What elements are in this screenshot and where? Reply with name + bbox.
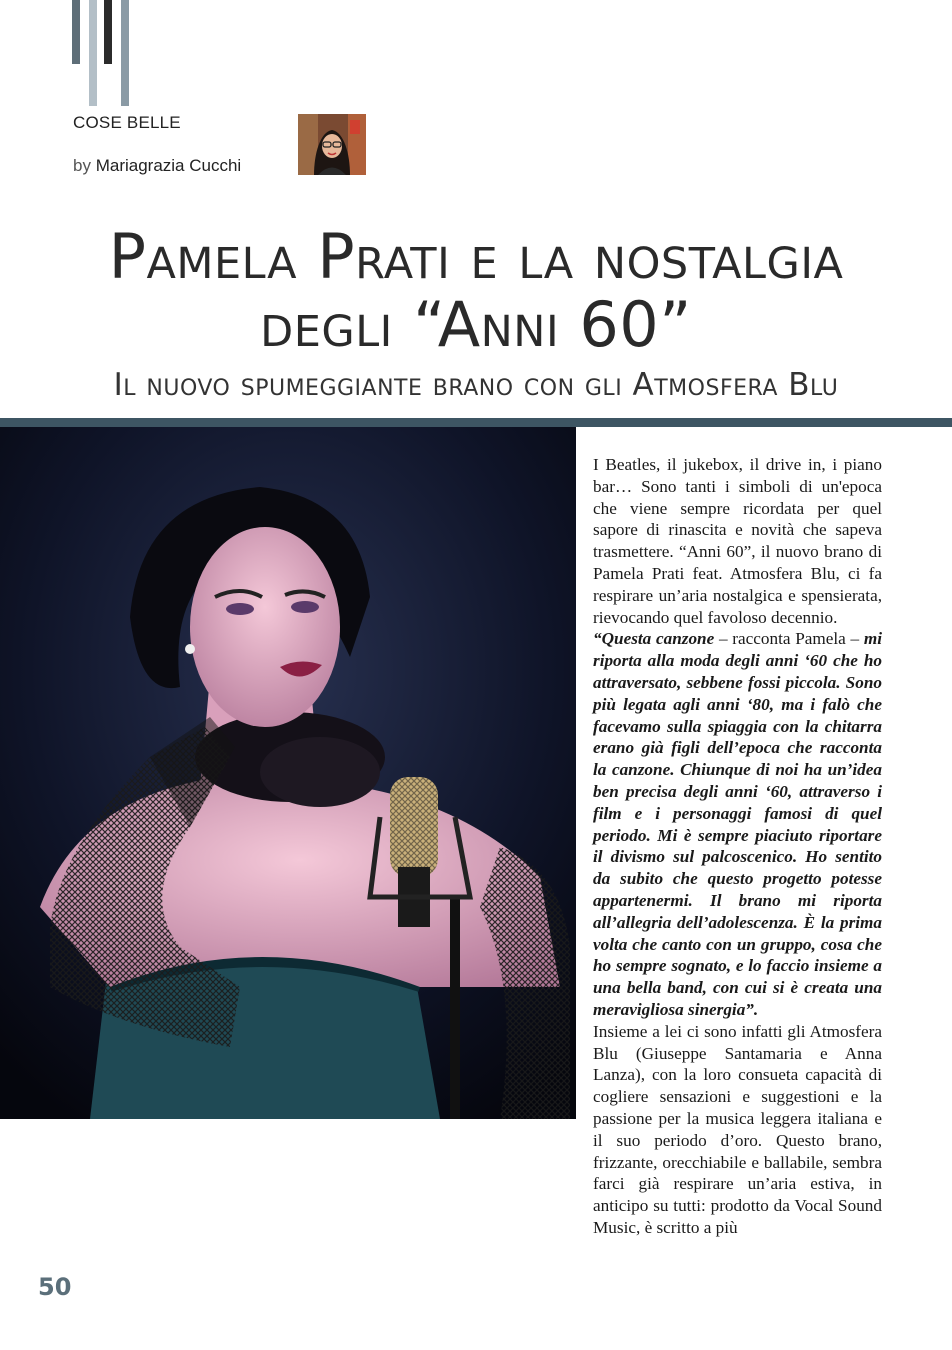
bar-3 bbox=[104, 0, 112, 64]
article-title-line-2: degli “Anni 60” bbox=[260, 288, 692, 361]
quote-attribution: – racconta Pamela – bbox=[714, 629, 864, 649]
quote-open: “Questa canzone bbox=[593, 629, 715, 649]
body-paragraph-1: I Beatles, il jukebox, il drive in, i piano bar… Sono tanti i simboli di un'epoca che viene sempre ricordata per quel sapore di rinascita e novità che sapeva trasmettere. “Anni 60”, il nuovo brano di Pamela Prati feat. Atmosfera Blu, ci fa respirare un’aria nostalgica e spensierata, rievocando quel favoloso decennio. bbox=[593, 455, 882, 627]
article-subtitle: Il nuovo spumeggiante brano con gli Atmosfera Blu bbox=[113, 367, 839, 403]
header-divider bbox=[0, 418, 952, 427]
article-title-line-1: Pamela Prati e la nostalgia bbox=[108, 220, 844, 293]
quote-body: mi riporta alla moda degli anni ‘60 che ho attraversato, sebbene fossi piccola. Sono più legata agli anni ‘80, ma i falò che facevamo sulla spiaggia con la chitarra erano già figli dell’epoca che racconta la canzone. Chiunque di noi ha un’idea ben precisa degli anni ‘60, attraverso i film e i personaggi famosi di quel periodo. Mi è sempre piaciuto riportare il divismo sul palcoscenico. Ho sentito da subito che questo progetto potesse appartenermi. Il brano mi riporta all’allegria dell’adolescenza. È la prima volta che canto con un gruppo, cosa che ho sempre sognato, e lo faccio insieme a una bella band, con cui si è creata una meravigliosa sinergia”. bbox=[593, 629, 882, 1019]
decorative-bars bbox=[0, 0, 140, 110]
author-photo bbox=[298, 114, 366, 175]
author-name: Mariagrazia Cucchi bbox=[95, 156, 242, 175]
body-paragraph-2 bbox=[593, 628, 882, 1020]
article-body bbox=[593, 454, 882, 1239]
body-paragraph-3: Insieme a lei ci sono infatti gli Atmosfera Blu (Giuseppe Santamaria e Anna Lanza), con la loro consueta capacità di cogliere sensazioni e suggestioni e la passione per la musica leggera italiana e il suo periodo d’oro. Questo brano, frizzante, orecchiabile e ballabile, sembra farci già respirare un’aria estiva, in anticipo su tutti: prodotto da Vocal Sound Music, è scritto a più bbox=[593, 1021, 882, 1237]
section-label: COSE BELLE bbox=[73, 113, 181, 132]
byline-prefix: by bbox=[73, 156, 91, 175]
main-photo bbox=[0, 427, 576, 1119]
bar-1 bbox=[72, 0, 80, 64]
page-number: 50 bbox=[38, 1273, 72, 1301]
byline bbox=[73, 156, 241, 176]
bar-4 bbox=[121, 0, 129, 106]
bar-2 bbox=[89, 0, 97, 106]
